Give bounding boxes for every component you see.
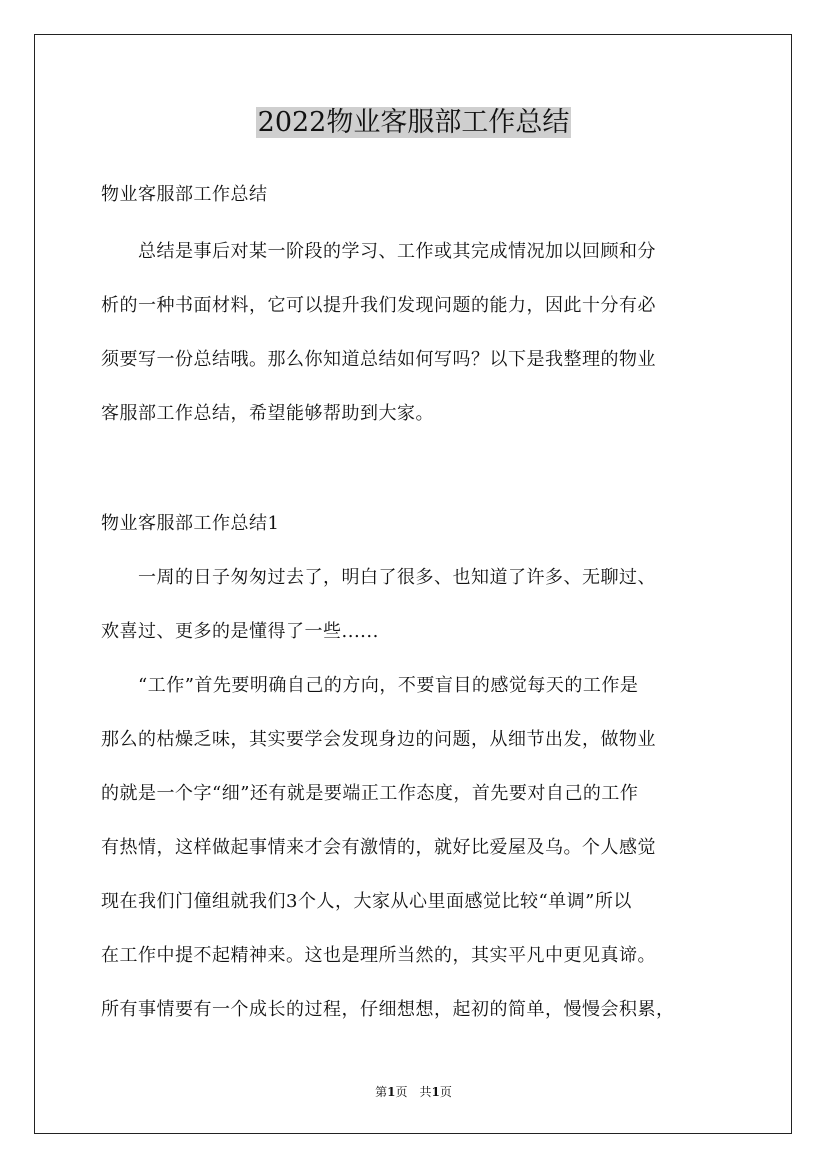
- page-total: 1: [431, 1085, 440, 1099]
- paragraph-line: 现在我们门僮组就我们3个人，大家从心里面感觉比较“单调”所以: [101, 891, 632, 912]
- document-title-text: 2022物业客服部工作总结: [257, 107, 570, 138]
- paragraph-line: 那么的枯燥乏味，其实要学会发现身边的问题，从细节出发，做物业: [101, 729, 656, 750]
- page-current: 1: [387, 1085, 396, 1099]
- paragraph-line: 所有事情要有一个成长的过程，仔细想想，起初的简单，慢慢会积累，: [101, 999, 675, 1020]
- document-title: [0, 103, 827, 143]
- page-suffix: 页: [439, 1085, 452, 1099]
- paragraph-line: 析的一种书面材料，它可以提升我们发现问题的能力，因此十分有必: [101, 295, 656, 316]
- paragraph-line: 须要写一份总结哦。那么你知道总结如何写吗？以下是我整理的物业: [101, 349, 656, 370]
- page-mid: 页 共: [395, 1085, 432, 1099]
- paragraph-line: 客服部工作总结，希望能够帮助到大家。: [101, 403, 434, 424]
- paragraph-line: 有热情，这样做起事情来才会有激情的，就好比爱屋及乌。个人感觉: [101, 837, 656, 858]
- paragraph-line: 在工作中提不起精神来。这也是理所当然的，其实平凡中更见真谛。: [101, 945, 656, 966]
- page-prefix: 第: [375, 1085, 388, 1099]
- paragraph-line: 总结是事后对某一阶段的学习、工作或其完成情况加以回顾和分: [101, 241, 656, 262]
- page-footer: [0, 1083, 827, 1100]
- paragraph-line: 的就是一个字“细”还有就是要端正工作态度，首先要对自己的工作: [101, 783, 639, 804]
- paragraph-line: 一周的日子匆匆过去了，明白了很多、也知道了许多、无聊过、: [101, 567, 656, 588]
- section-heading: 物业客服部工作总结: [101, 184, 268, 205]
- paragraph-line: “工作”首先要明确自己的方向，不要盲目的感觉每天的工作是: [101, 675, 639, 696]
- paragraph-line: 欢喜过、更多的是懂得了一些......: [101, 621, 379, 642]
- section-heading: 物业客服部工作总结1: [101, 513, 280, 534]
